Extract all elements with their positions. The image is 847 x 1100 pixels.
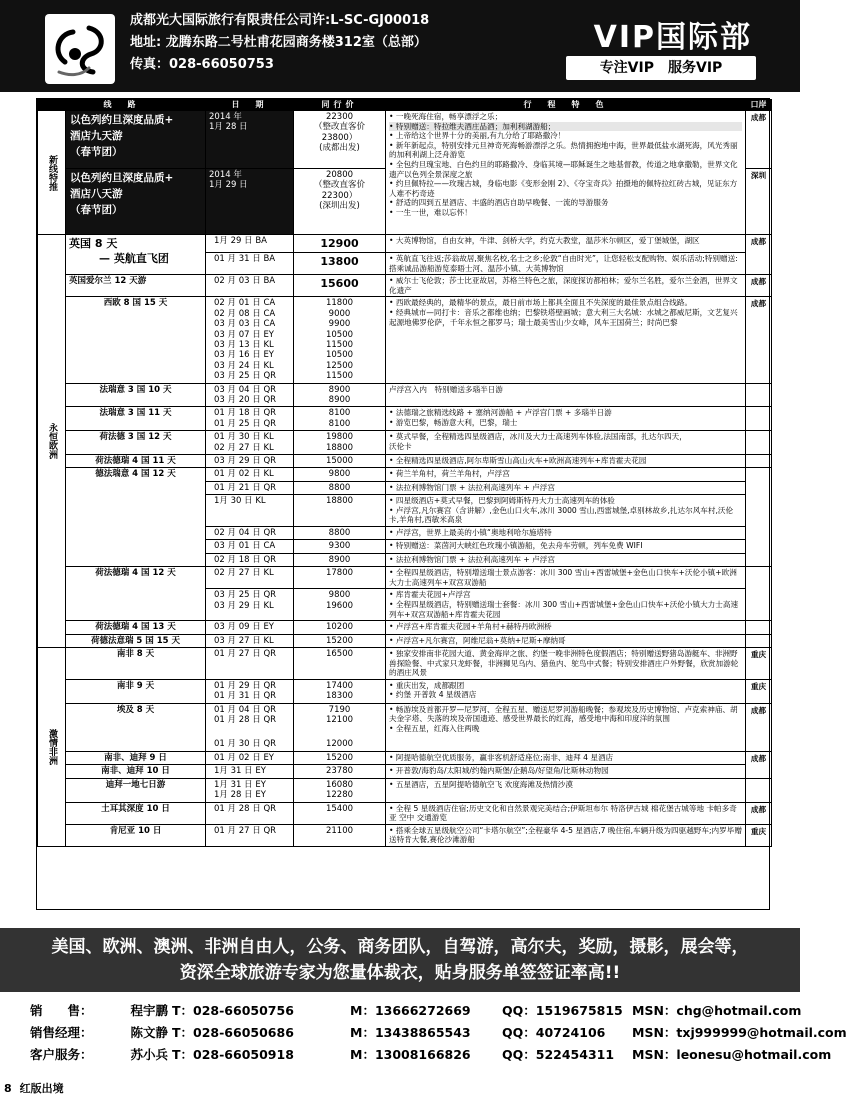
feature-line: • 库肯霍夫花园+卢浮宫: [389, 590, 471, 600]
page-footer: [4, 1080, 64, 1096]
feature-line: • 四星级酒店+莫式早餐，巴黎到阿姆斯特丹大力士高速列车的体验: [389, 496, 615, 506]
price-value: 19600: [325, 600, 354, 611]
table-row: [38, 703, 772, 751]
route-uk-8: [66, 235, 206, 275]
route-features: • 卢浮宫，世界上最美的小镇“奥地利哈尔施塔特: [386, 527, 746, 540]
table-row: [38, 802, 772, 824]
route-prices: [294, 589, 386, 621]
route-date: 02 月 18 日 QR: [206, 553, 294, 566]
route-features: 卢浮宫入内 特别赠送多瑙半日游: [386, 383, 746, 407]
date-value: 03 月 24 日 KL: [214, 360, 274, 371]
route-dates: [206, 297, 294, 383]
route-label-line: （春节团）: [70, 146, 123, 158]
contact-qq: QQ：1519675815: [502, 1003, 623, 1018]
date-value: 02 月 08 日 CA: [214, 308, 276, 319]
table-header-row: [38, 100, 772, 111]
route-features: • 独家安排南非花园大道、黄金海岸之旅、约堡一晚非洲特色度假酒店；特别赠送野猪岛游艇车、非洲野兽探险餐、中式家只龙虾餐，非洲狮见乌内、猎鱼内、鸵鸟中式餐；特别安排酒庄户外野餐，欣赏加游轮的酒庄风景: [386, 648, 746, 680]
route-price: 9800: [294, 468, 386, 481]
promo-line-2: 资深全球旅游专家为您量体裁衣，贴身服务单签签证率高!!: [179, 963, 621, 983]
promo-banner: [0, 928, 800, 992]
price-value: 22300: [325, 112, 354, 122]
route-price: 15400: [294, 802, 386, 824]
route-fr-ch-it-11: 法瑞意 3 国 11 天: [66, 407, 206, 431]
route-price: 15600: [294, 275, 386, 297]
route-date: 03 月 01 日 CA: [206, 540, 294, 553]
date-value: 03 月 07 日 EY: [214, 329, 275, 340]
table-row: [38, 567, 772, 589]
route-prices: [294, 297, 386, 383]
route-features: [386, 495, 746, 527]
price-value: 9000: [328, 308, 351, 319]
date-value: 1月 28 日 EY: [214, 790, 266, 801]
route-label-line: 以色列约旦深度品质+: [70, 172, 174, 184]
table-row: [38, 679, 772, 703]
vip-slogan: 专注VIP 服务VIP: [566, 56, 756, 80]
route-departure: 成都: [746, 111, 772, 169]
route-price: 8800: [294, 527, 386, 540]
route-4-countries-11: 荷法德瑞 4 国 11 天: [66, 455, 206, 468]
feature-line: • 经典城市—同打卡：音乐之都维也纳；巴黎铁塔壁画城；意大利三大名城：水城之都威尼斯，文艺复兴起源地佛罗伦萨，千年永恒之都罗马；瑞士最美雪山少女峰，风车王国荷兰；时尚巴黎: [389, 307, 738, 327]
price-note: （整改直客价: [313, 122, 365, 133]
route-label-line: 以色列约旦深度品质+: [70, 114, 174, 126]
route-features: • 全程 5 星级酒店住宿;历史文化和自然景观完美结合;伊斯坦布尔 特洛伊古城 棉花堡古城等地 卡帕多奇亚 空中 交通游览: [386, 802, 746, 824]
route-departure: 深圳: [746, 169, 772, 235]
route-date: 01 月 02 日 KL: [206, 468, 294, 481]
col-price: 同行价: [294, 100, 386, 111]
date-value: 1月 31 日 EY: [214, 779, 266, 790]
section-africa-label: 激情非洲: [38, 648, 66, 847]
price-note: (成都出发): [319, 143, 360, 154]
route-prices: [294, 383, 386, 407]
section-europe-label: 永恒欧洲: [38, 235, 66, 648]
date-value: 01 月 04 日 QR: [214, 704, 277, 715]
route-price: 18800: [294, 495, 386, 527]
route-date: 02 月 27 日 KL: [206, 567, 294, 589]
date-year: 2014 年: [209, 170, 242, 180]
price-value: 9900: [328, 319, 351, 330]
route-features: • 荷兰羊角村，荷兰羊角村，卢浮宫: [386, 468, 746, 481]
route-prices: [294, 703, 386, 751]
route-date: 01 月 21 日 QR: [206, 481, 294, 494]
logo-swirl-icon: [45, 14, 115, 84]
route-price: 8800: [294, 481, 386, 494]
table-row: [38, 407, 772, 431]
feature-line: • 法德瑞之旅精选线路 + 塞纳河游船 + 卢浮宫门票 + 多瑙半日游: [389, 408, 612, 418]
date-value: 02 月 01 日 CA: [214, 298, 276, 309]
company-name: 成都光大国际旅行有限责任公司许:L-SC-GJ00018: [130, 13, 430, 28]
route-price: 13800: [294, 253, 386, 275]
route-dates: [206, 778, 294, 802]
feature-line: • 约堡 开普敦 4 星级酒店: [389, 690, 477, 700]
route-price: 9300: [294, 540, 386, 553]
contact-role: 销 售：: [30, 1003, 93, 1018]
price-value: 7190: [328, 704, 351, 715]
route-date: 1月 31 日 EY: [206, 765, 294, 778]
route-nl-fr-de-12: 荷法德 3 国 12 天: [66, 431, 206, 455]
route-features: [386, 407, 746, 431]
date-value: 03 月 20 日 QR: [214, 395, 277, 406]
feature-line: • 西欧最经典的，最精华的景点，最日前市场上都具全面且不失深度的最佳景点组合线路。: [389, 298, 693, 308]
price-value: 12280: [325, 790, 354, 801]
price-value: 12500: [325, 360, 354, 371]
route-sa-dubai-10: 南非、迪拜 10 日: [66, 765, 206, 778]
route-features: • 开普敦/海豹岛/太阳城/约翰内斯堡/企鹅岛/好望角/比斯林动物园: [386, 765, 746, 778]
date-value: 01 月 28 日 QR: [214, 715, 277, 726]
promo-line-1: 美国、欧洲、澳洲、非洲自由人，公务、商务团队，自驾游，高尔夫，奖励，摄影，展会等，: [51, 937, 749, 957]
date-value: 03 月 13 日 KL: [214, 340, 274, 350]
contact-name: 苏小兵: [130, 1047, 168, 1062]
contact-name: 陈文静: [130, 1025, 168, 1040]
feature-line: • 全程四星级酒店，特别赠送瑞士套餐：冰川 300 雪山+西雷城堡+金色山口快车+沃伦小镇大力士高速列车+双宫双游船+库肯霍夫花园: [389, 600, 739, 619]
route-prices: [294, 679, 386, 703]
price-value: 11800: [325, 298, 354, 309]
route-date: 01 月 27 日 QR: [206, 648, 294, 680]
table-row: [38, 235, 772, 253]
route-features: [386, 297, 746, 383]
route-departure-empty: [746, 634, 772, 647]
route-prices: [294, 407, 386, 431]
date-value: 01 月 25 日 QR: [214, 418, 277, 429]
contact-phone: T：028-66050918: [172, 1047, 294, 1062]
route-price: 10200: [294, 621, 386, 634]
route-departure-empty: [746, 621, 772, 634]
feature-line: • 特别赠送：特拉维夫酒庄品酒；加利利湖游船；: [389, 122, 742, 132]
route-features: [386, 589, 746, 621]
date-value: 03 月 16 日 EY: [214, 350, 275, 361]
route-date: [206, 169, 294, 235]
date-value: 02 月 27 日 KL: [214, 442, 274, 453]
contact-mobile: M：13008166826: [350, 1047, 471, 1062]
route-date: 02 月 03 日 BA: [206, 275, 294, 297]
contact-msn: MSN：txj999999@hotmail.com: [632, 1025, 847, 1040]
contact-msn: MSN：leonesu@hotmail.com: [632, 1047, 832, 1062]
contact-qq: QQ：40724106: [502, 1025, 606, 1040]
route-departure: 重庆: [746, 648, 772, 680]
col-features: 行 程 特 色: [386, 100, 746, 111]
col-route: 线 路: [38, 100, 206, 111]
route-departure: 成都: [746, 297, 772, 383]
route-features: • 大英博物馆，自由女神，牛津、剑桥大学，约克大教堂，温莎米尔顿区，爱丁堡城堡，湖区: [386, 235, 746, 253]
table-row: [38, 383, 772, 407]
route-date: 03 月 29 日 QR: [206, 455, 294, 468]
route-uk-ireland: 英国爱尔兰 12 天游: [66, 275, 206, 297]
route-features: • 法拉利博物馆门票 + 法拉利高速列车 + 卢浮宫: [386, 553, 746, 566]
table-row: [38, 751, 772, 764]
vip-title: VIP国际部: [593, 20, 752, 55]
contact-name: 程宇鹏: [130, 1003, 168, 1018]
footer-label: 红版出境: [19, 1082, 64, 1095]
route-dates: [206, 407, 294, 431]
date-value: 01 月 30 日 KL: [214, 432, 274, 443]
table-row: [38, 275, 772, 297]
route-price: 12900: [294, 235, 386, 253]
route-dates: [206, 589, 294, 621]
contact-mobile: M：13438865543: [350, 1025, 471, 1040]
route-departure: 成都: [746, 751, 772, 778]
route-features: • 卢浮宫+凡尔赛宫，阿维尼翁+莫纳+尼斯+摩纳哥: [386, 634, 746, 647]
itinerary-table-wrap: [36, 98, 770, 910]
contact-phone: T：028-66050686: [172, 1025, 294, 1040]
date-value: 01 月 31 日 QR: [214, 691, 277, 702]
route-fr-ch-it-10: 法瑞意 3 国 10 天: [66, 383, 206, 407]
route-label-line: 酒店八天游: [70, 188, 123, 200]
price-value: 8100: [328, 408, 351, 419]
route-israel-8: [66, 169, 206, 235]
table-row: [38, 455, 772, 468]
date-value: 03 月 25 日 QR: [214, 371, 277, 382]
route-label-sub: — 英航直飞团: [99, 252, 169, 265]
route-departure: 重庆: [746, 824, 772, 846]
route-prices: [294, 431, 386, 455]
route-dates: [206, 703, 294, 751]
route-dates: [206, 383, 294, 407]
feature-line: • 游览巴黎，畅游意大利，巴黎，瑞士: [389, 418, 518, 428]
route-south-africa-9: 南非 9 天: [66, 679, 206, 703]
contact-phone: T：028-66050756: [172, 1003, 294, 1018]
price-note: (深圳出发): [319, 201, 360, 212]
date-value: 1月 28 日: [209, 122, 248, 133]
price-value: 8900: [328, 395, 351, 406]
price-value: 18800: [325, 442, 354, 453]
feature-line: • 约旦佩特拉——玫瑰古城，身临电影《变形金刚 2》、《夺宝奇兵》拍摄地的佩特拉红砖古城，见证东方人难不朽奇迹: [389, 179, 738, 198]
route-label-line: 酒店九天游: [70, 130, 123, 142]
route-prices: [294, 778, 386, 802]
route-turkey-10: 土耳其深度 10 日: [66, 802, 206, 824]
feature-line: • 上帝给这个世界十分的美丽,有九分给了耶路撒冷！: [389, 131, 566, 141]
route-label-line: （春节团）: [70, 204, 123, 216]
col-departure: 口岸: [746, 100, 772, 111]
route-dates: [206, 679, 294, 703]
route-features: [386, 703, 746, 751]
date-value: 03 月 04 日 QR: [214, 384, 277, 395]
route-dubai-7: 迪拜一地七日游: [66, 778, 206, 802]
price-value: 16080: [325, 779, 354, 790]
table-row: [38, 111, 772, 169]
route-date: 1月 30 日 KL: [206, 495, 294, 527]
route-price: 15200: [294, 751, 386, 764]
route-dates: [206, 431, 294, 455]
route-departure-empty: [746, 407, 772, 431]
contact-row: [30, 1000, 802, 1022]
route-departure: 成都: [746, 235, 772, 275]
date-value: 01 月 18 日 QR: [214, 408, 277, 419]
price-value: 19800: [325, 432, 354, 443]
contact-row: [30, 1044, 832, 1066]
price-value: 18300: [325, 691, 354, 702]
date-value: 01 月 29 日 QR: [214, 680, 277, 691]
route-kenya-10: 肯尼亚 10 日: [66, 824, 206, 846]
company-logo: [45, 14, 115, 84]
price-value: 17400: [325, 680, 354, 691]
contact-role: 客户服务：: [30, 1047, 93, 1062]
date-value: 1月 29 日: [209, 180, 248, 191]
feature-line: • 一生一世，难以忘怀！: [389, 207, 472, 217]
price-note: （整改直客价: [313, 180, 365, 191]
table-row: [38, 778, 772, 802]
contact-list: [30, 1000, 847, 1066]
route-features: • 英航直飞往返;莎翁故居,聚焦名校,名士之乡;伦敦“自由时光”，让您轻松支配购物、娱乐活动;特别赠送:搭乘诚品游船游览泰晤士河、温莎小镇、大英博物馆: [386, 253, 746, 275]
feature-line: • 全包约旦瑰宝地、白色约旦的耶路撒冷、身临其境—耶稣诞生之地基督教，传道之地拿撒勒，世界文化遗产以色列全景深度之旅: [389, 159, 738, 179]
price-value: 10500: [325, 329, 354, 340]
route-features: • 全程四星级酒店，特别增送瑞士景点游客：冰川 300 雪山+西雷城堡+金色山口快车+沃伦小镇+欧洲大力士高速列车+双宫双游船: [386, 567, 746, 589]
route-features: [386, 111, 746, 235]
feature-line: • 舒适的四到五星酒店、丰盛的酒店自助早晚餐、一流的导游服务: [389, 198, 609, 208]
date-value: 03 月 29 日 KL: [214, 600, 274, 611]
company-info: [130, 10, 429, 76]
route-departure-empty: [746, 567, 772, 621]
table-row: [38, 765, 772, 778]
price-value: 10500: [325, 350, 354, 361]
feature-line: • 重庆出发，成都跟团: [389, 680, 465, 690]
route-price: 15000: [294, 455, 386, 468]
date-value: 03 月 03 日 CA: [214, 319, 276, 330]
route-departure-empty: [746, 468, 772, 567]
section-new-label: 新线特推: [38, 111, 66, 235]
date-value: 03 月 25 日 QR: [214, 590, 277, 601]
route-date: 01 月 28 日 QR: [206, 802, 294, 824]
price-value: 11500: [325, 371, 354, 382]
table-row: [38, 824, 772, 846]
page-header: [0, 0, 800, 92]
route-features: • 五星酒店，五星阿提哈德航空飞 欢度海滩及热情沙漠: [386, 778, 746, 802]
route-label: 英国 8 天: [69, 237, 118, 250]
col-date: 日 期: [206, 100, 294, 111]
contact-row: [30, 1022, 847, 1044]
route-departure: 成都: [746, 703, 772, 751]
feature-line: • 畅游埃及首都开罗—尼罗河、全程五星、赠送尼罗河游船晚餐；参观埃及历史博物馆、卢克索神庙、胡夫金字塔、失落的埃及帝国遗迹、感受世界最长的红海，感受地中海和印度洋的氛围: [389, 704, 738, 724]
price-value: 9800: [328, 590, 351, 601]
route-departure: 成都: [746, 275, 772, 297]
route-date: 03 月 27 日 KL: [206, 634, 294, 647]
contact-qq: QQ：522454311: [502, 1047, 615, 1062]
route-features: • 法拉利博物馆门票 + 法拉利高速列车 + 卢浮宫: [386, 481, 746, 494]
table-row: [38, 431, 772, 455]
route-price: 21100: [294, 824, 386, 846]
route-price: 23780: [294, 765, 386, 778]
route-israel-9: [66, 111, 206, 169]
table-row: [38, 648, 772, 680]
route-south-africa-8: 南非 8 天: [66, 648, 206, 680]
route-4-countries-12: 荷法德瑞 4 国 12 天: [66, 567, 206, 621]
route-price: [294, 169, 386, 235]
feature-line: • 全程五星，红海入住两晚: [389, 723, 480, 733]
price-value: 12000: [325, 739, 354, 750]
route-departure-empty: [746, 431, 772, 455]
contact-role: 销售经理：: [30, 1025, 93, 1040]
price-value: 11500: [325, 340, 354, 350]
route-price: 17800: [294, 567, 386, 589]
route-features: • 威尔士飞伦敦；莎士比亚故居，苏格兰特色之旅，深度探访都柏林；爱尔兰名胜，爱尔兰金酒，世界文化遗产: [386, 275, 746, 297]
itinerary-table: [37, 99, 772, 847]
route-date: [206, 111, 294, 169]
price-value: 8900: [328, 384, 351, 395]
company-fax: 传真：028-66050753: [130, 57, 274, 72]
route-date: 01 月 31 日 BA: [206, 253, 294, 275]
date-value: 01 月 30 日 QR: [214, 739, 277, 750]
feature-line: • 卢浮宫,凡尔赛宫（含讲解）,金色山口火车,冰川 3000 雪山,西雷城堡,卓别林故乡,扎达尔风车村,沃伦卡,羊角村,西敏米高泉: [389, 505, 734, 525]
route-price: 16500: [294, 648, 386, 680]
route-de-fr-ch-it-12: 德法瑞意 4 国 12 天: [66, 468, 206, 567]
route-features: • 卢浮宫+库肯霍夫花园+羊角村+赫特丹欧洲桥: [386, 621, 746, 634]
contact-mobile: M：13666272669: [350, 1003, 471, 1018]
route-4-countries-13: 荷法德瑞 4 国 13 天: [66, 621, 206, 634]
table-row: [38, 634, 772, 647]
route-date: 02 月 04 日 QR: [206, 527, 294, 540]
route-departure-empty: [746, 383, 772, 407]
route-date: 01 月 27 日 QR: [206, 824, 294, 846]
price-value: 8100: [328, 418, 351, 429]
route-features: • 搭乘全球五星级航空公司“卡塔尔航空”;全程豪华 4-5 星酒店,7 晚住宿,车辆升级为四驱越野车;内罗毕赠送特肯大餐,赛伦沙滩游船: [386, 824, 746, 846]
route-date: 01 月 02 日 EY: [206, 751, 294, 764]
route-egypt-8: 埃及 8 天: [66, 703, 206, 751]
company-address: 地址: 龙腾东路二号杜甫花园商务楼312室（总部）: [130, 35, 427, 50]
route-sa-dubai-9: 南非、迪拜 9 日: [66, 751, 206, 764]
route-departure: 重庆: [746, 679, 772, 703]
feature-line: • 新年新起点，特别安排元旦神奇死海畅游漂浮之乐。热情拥抱地中海，世界最低盐水湖死海，风光秀丽的加利利湖上泛舟游览: [389, 140, 738, 160]
route-date: 1月 29 日 BA: [206, 235, 294, 253]
route-price: [294, 111, 386, 169]
route-west-europe: 西欧 8 国 15 天: [66, 297, 206, 383]
feature-line: • 一晚死海住宿，畅享漂浮之乐；: [389, 112, 503, 121]
price-note: 22300）: [321, 190, 358, 201]
route-departure: 成都: [746, 802, 772, 824]
route-departure-empty: [746, 778, 772, 802]
route-features: [386, 679, 746, 703]
feature-line: 沃伦卡: [389, 441, 412, 451]
price-value: 20800: [325, 170, 354, 180]
table-row: [38, 621, 772, 634]
table-row: [38, 297, 772, 383]
route-5-countries-15: 荷德法意瑞 5 国 15 天: [66, 634, 206, 647]
date-year: 2014 年: [209, 112, 242, 122]
price-note: 23800）: [321, 132, 358, 143]
feature-line: • 莫式早餐，全程精选四星级酒店，冰川及大力士高速列车体验,法国南部，扎达尔四天，: [389, 432, 687, 442]
route-features: • 特别赠送：菜茵河大峡红色玫瑰小镇游船，免去舟车劳顿，列车免费 WIFI: [386, 540, 746, 553]
contact-msn: MSN：chg@hotmail.com: [632, 1003, 802, 1018]
route-departure-empty: [746, 455, 772, 468]
route-price: 15200: [294, 634, 386, 647]
route-features: [386, 431, 746, 455]
route-features: • 全程精选四星级酒店,阿尔卑斯雪山高山火车+欧洲高速列车+库肯霍夫花园: [386, 455, 746, 468]
route-date: 03 月 09 日 EY: [206, 621, 294, 634]
table-row: [38, 468, 772, 481]
route-features: • 阿提哈德航空优质服务，赢非客机舒适座位;南非、迪拜 4 星酒店: [386, 751, 746, 764]
route-price: 8900: [294, 553, 386, 566]
price-value: 12100: [325, 715, 354, 726]
page-number: 8: [4, 1082, 12, 1095]
